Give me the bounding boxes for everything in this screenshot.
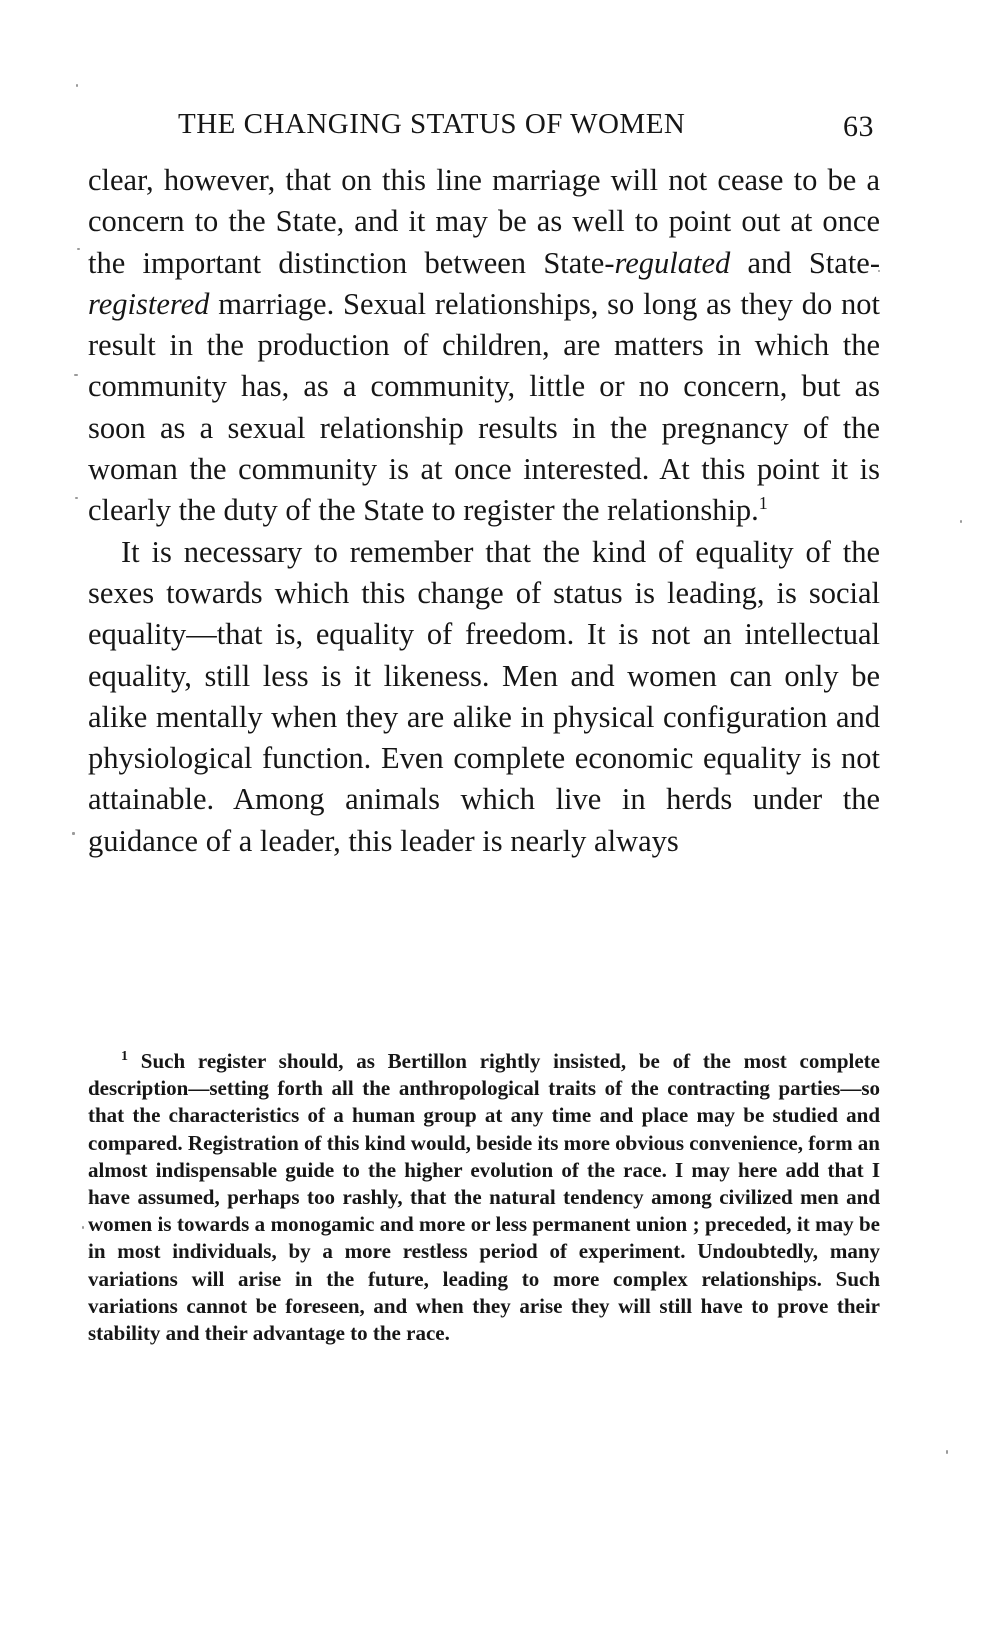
italic-registered: registered	[88, 286, 210, 321]
running-title: THE CHANGING STATUS OF WOMEN	[178, 108, 686, 140]
running-head	[88, 108, 880, 148]
page-number: 63	[843, 110, 874, 143]
footnote-text: Such register should, as Bertillon rightly insisted, be of the most complete description—setting forth all the anthropological traits of the contracting parties—so that the characteristics of a human group at any time and place may be studied and compared. Registration of this kind would, beside its more obvious convenience, form an almost indispensable guide to the higher evolution of the race. I may here add that I have assumed, perhaps too rashly, that the natural tendency among civilized men and women is towards a monogamic and more or less permanent union ; preceded, it may be in most individuals, by a more restless period of experiment. Undoubtedly, many variations will arise in the future, leading to more complex relationships. Such variations cannot be foreseen, and when they arise they will still have to prove their stability and their advantage to the race.	[88, 1049, 880, 1346]
paragraph-1-text: clear, however, that on this line marriage will not cease to be a concern to the State, and it may be as well to point out at once the important distinction between	[88, 163, 880, 280]
scan-speck	[960, 520, 962, 523]
footnote-marker: 1	[121, 1049, 128, 1064]
footnote-section	[88, 1048, 880, 1347]
scan-speck	[77, 248, 80, 250]
and-text: and	[730, 245, 809, 280]
paragraph-1	[88, 160, 880, 532]
paragraph-2: It is necessary to remember that the kind of equality of the sexes towards which this change of status is leading, is social equality—that is, equality of freedom. It is not an intellectual equality, still less is it likeness. Men and women can only be alike mentally when they are alike in physical configuration and physiological function. Even complete economic equality is not attainable. Among animals which live in herds under the guidance of a leader, this leader is nearly always	[88, 534, 880, 858]
italic-regulated: regulated	[614, 245, 731, 280]
scan-speck	[74, 374, 78, 376]
footnote-1	[88, 1048, 880, 1347]
scan-speck	[72, 832, 75, 835]
state-prefix-2: State-	[808, 245, 880, 280]
scan-speck	[75, 497, 78, 499]
footnote-reference[interactable]: 1	[758, 493, 768, 514]
body-text	[88, 160, 880, 862]
paragraph-1-rest: marriage. Sexual relationships, so long as they do not result in the production of children, are matters in which the community has, as a community, little or no concern, but as soon as a sexual relationship results in the pregnancy of the woman the community is at once interested. At this point it is clearly the duty of the State to register the relationship.	[88, 286, 880, 528]
scan-speck	[82, 1226, 84, 1229]
scan-speck	[76, 84, 78, 87]
state-prefix-1: State-	[543, 245, 615, 280]
scan-speck	[946, 1450, 948, 1454]
